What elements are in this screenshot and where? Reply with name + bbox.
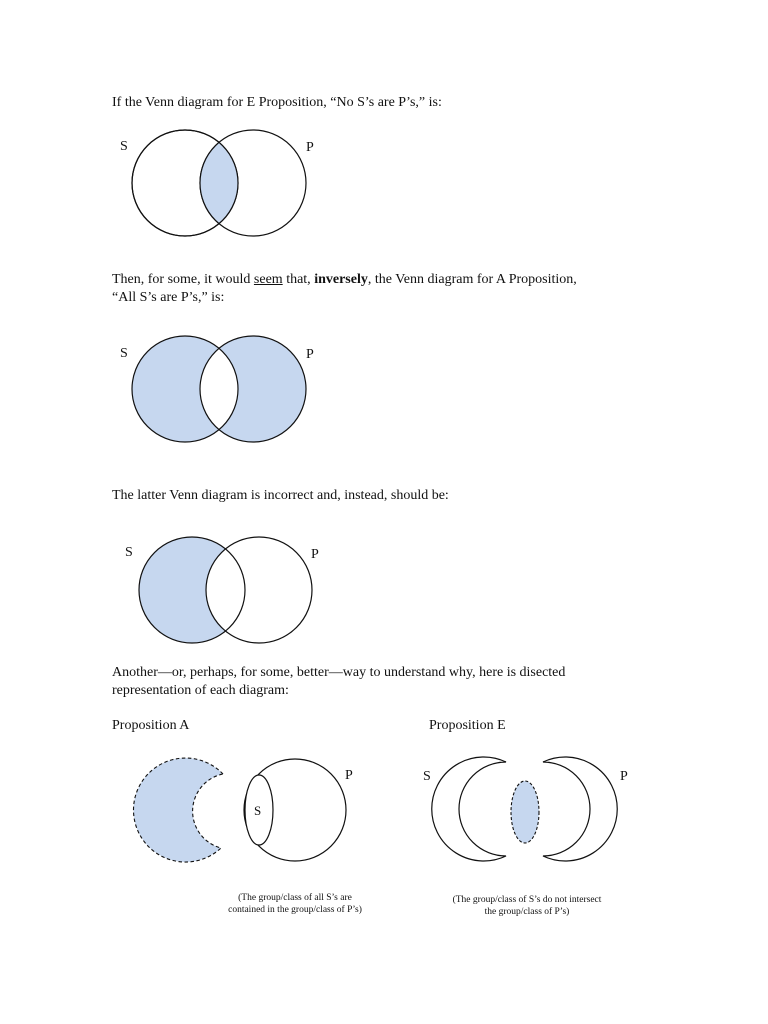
label-s: S (423, 769, 431, 784)
venn-diagram-a-proposition-incorrect (110, 332, 320, 452)
label-s: S (125, 545, 133, 560)
heading-proposition-a-text: Proposition A (112, 718, 190, 733)
caption-e-line1: (The group/class of S’s do not intersect (452, 895, 602, 905)
paragraph-latter-incorrect (112, 487, 449, 505)
paragraph-a-text-1: Then, for some, it would (112, 272, 254, 287)
paragraph-e-proposition-text: If the Venn diagram for E Proposition, “No S’s are P’s,” is: (112, 95, 442, 110)
venn-diagram-a-proposition-correct (110, 532, 325, 652)
label-s: S (120, 346, 128, 361)
heading-proposition-e (429, 717, 506, 735)
venn-diagram-e-proposition (110, 125, 320, 245)
s-region (432, 757, 506, 861)
caption-a-line2: contained in the group/class of P’s) (228, 905, 362, 915)
inversely-bold: inversely (314, 272, 368, 287)
label-s: S (254, 803, 262, 818)
seem-underlined: seem (253, 272, 283, 287)
paragraph-a-text-2: that, (282, 272, 315, 287)
caption-proposition-e (432, 894, 622, 918)
dissected-diagram-proposition-e (415, 752, 635, 872)
paragraph-disected-line1: Another—or, perhaps, for some, better—way to understand why, here is disected (112, 665, 566, 680)
paragraph-disected-line2: representation of each diagram: (112, 683, 289, 698)
p-region (543, 757, 617, 861)
paragraph-a-text-3: , the Venn diagram for A Proposition, (367, 272, 577, 287)
paragraph-a-text-4: “All S’s are P’s,” is: (112, 290, 225, 305)
intersection-lens-dashed (511, 781, 539, 843)
label-p: P (345, 768, 353, 783)
label-s: S (120, 139, 128, 154)
label-p: P (306, 140, 314, 155)
paragraph-latter-text: The latter Venn diagram is incorrect and, instead, should be: (112, 488, 449, 503)
label-p: P (620, 769, 628, 784)
caption-e-line2: the group/class of P’s) (484, 907, 570, 917)
s-crescent-dashed (133, 758, 223, 862)
caption-proposition-a (210, 892, 380, 916)
dissected-diagram-proposition-a (130, 752, 370, 872)
heading-proposition-a (112, 717, 189, 735)
paragraph-disected (112, 664, 565, 700)
paragraph-a-proposition (112, 271, 577, 307)
label-p: P (306, 347, 314, 362)
heading-proposition-e-text: Proposition E (429, 718, 506, 733)
paragraph-e-proposition (112, 94, 442, 112)
caption-a-line1: (The group/class of all S’s are (238, 893, 352, 903)
label-p: P (311, 547, 319, 562)
